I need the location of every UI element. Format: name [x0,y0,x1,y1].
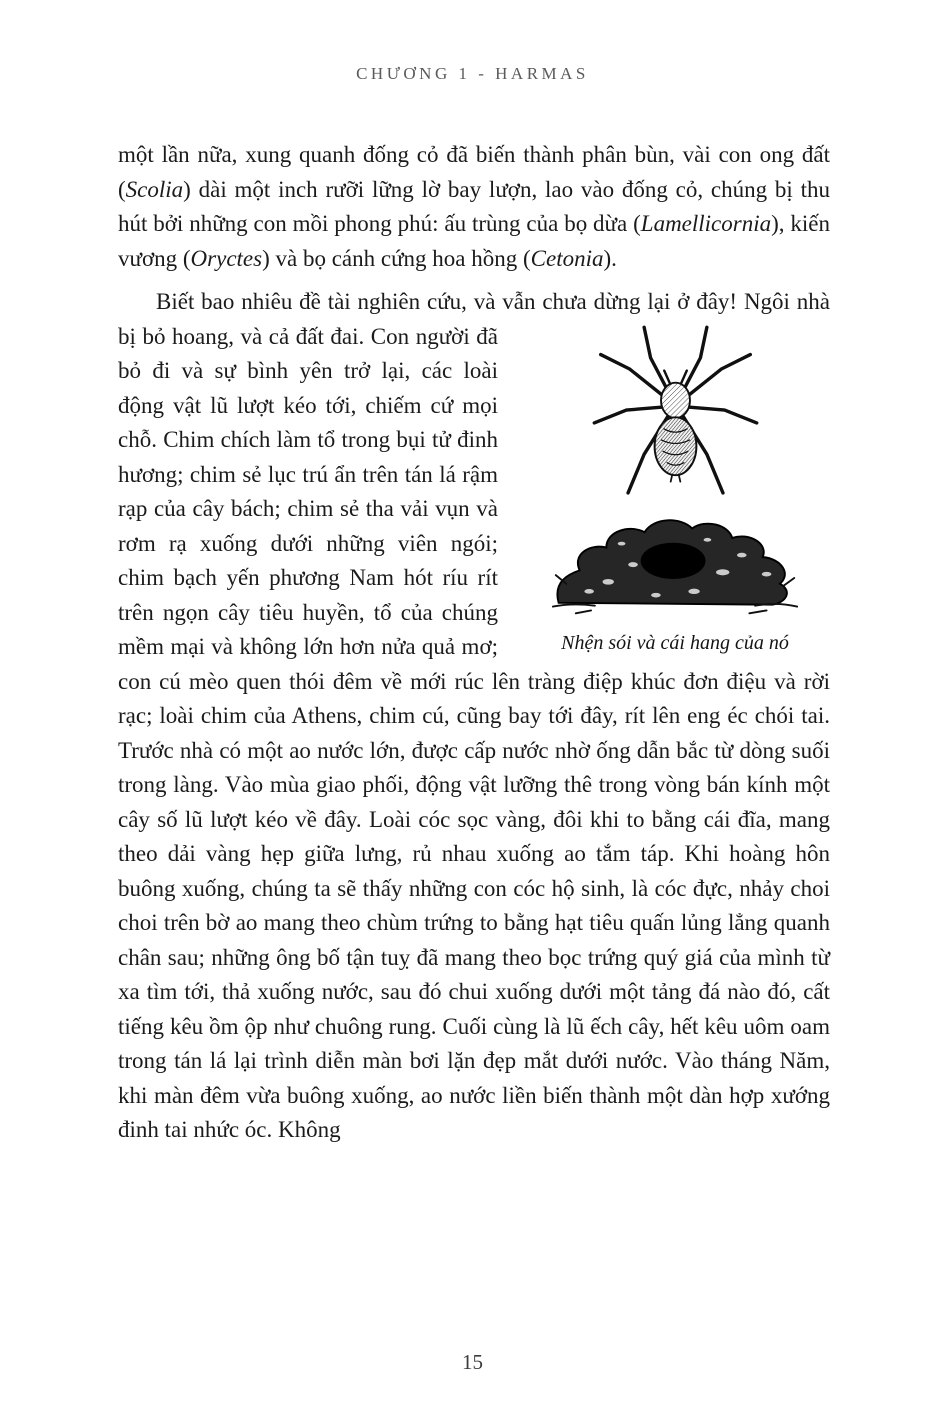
text-run: ), kiến vương ( [118,211,831,271]
figure-caption: Nhện sói và cái hang của nó [561,631,789,654]
text-run: Biết bao nhiêu đề tài nghiên cứu, và vẫn chưa dừng lại ở đây! [156,289,744,314]
text-run: ) dài một inch rưỡi lững lờ bay lượn, lao vào đống cỏ, chúng bị thu hút bởi những con mồi phong phú: ấu trùng của bọ dừa ( [118,176,830,236]
text-run: một lần nữa, xung quanh đống cỏ đã biến thành phân bùn, vài con ong đất ( [118,142,830,202]
text-run: ) và bọ cánh cứng hoa hồng ( [262,245,531,271]
species-name-italic: Lamellicornia [640,211,772,236]
page-number: 15 [462,1350,483,1374]
running-header: CHƯƠNG 1 - HARMAS [356,64,589,83]
species-name-italic: Scolia [125,176,184,202]
species-name-italic: Oryctes [190,245,263,271]
paragraph-main [118,285,830,1148]
text-run: Ngôi nhà bị bỏ hoang, và cả đất đai. Con người đã bỏ đi và sự bình yên trở lại, các loài động vật lũ lượt kéo tới, chiếm cứ mọi chỗ. Chim chích làm tổ trong bụi tử đinh hương; chim sẻ lục trú ẩn trên tán lá rậm rạp của cây bách; chim sẻ tha vải vụn và rơm rạ xuống dưới những viên ngói; chim bạch yến phương Nam hót ríu rít trên ngọn cây tiêu huyền, tổ của chúng mềm mại và không lớn hơn nửa quả mơ; con cú mèo quen thói đêm về mới rúc lên tràng điệp khúc đơn điệu và rời rạc; loài chim của Athens, chim cú, cũng bay tới đây, rít lên eng éc chói tai. Trước nhà có một ao nước lớn, được cấp nước nhờ ống dẫn bắc từ dòng suối trong làng. Vào mùa giao phối, động vật lưỡng thê trong vòng bán kính một cây số lũ lượt kéo về đây. Loài cóc sọc vàng, đôi khi to bằng cái đĩa, mang theo dải vàng hẹp giữa lưng, rủ nhau xuống ao tắm táp. Khi hoàng hôn buông xuống, chúng ta sẽ thấy những con cóc hộ sinh, là cóc đực, nhảy choi choi trên bờ ao mang theo chùm trứng to bằng hạt tiêu quấn lủng lẳng quanh chân sau; những ông bố tận tuỵ đã mang theo bọc trứng quý giá của mình từ xa tìm tới, thả xuống nước, sau đó chui xuống dưới một tảng đá nào đó, cất tiếng kêu ồm ộp như chuông rung. Cuối cùng là lũ ếch cây, hết kêu uôm oam trong tán lá lại trình diễn màn bơi lặn đẹp mắt dưới nước. Vào tháng Năm, khi màn đêm vừa buông xuống, ao nước liền biến thành một dàn hợp xướng đinh tai nhức óc. Không [118,289,830,1142]
page-body [118,138,830,1148]
species-name-italic: Cetonia [530,245,604,271]
paragraph-continuation [118,138,830,276]
burrow-mound-illustration [551,515,799,620]
spider-burrow-figure [520,324,830,656]
wolf-spider-illustration [583,324,768,509]
text-run: ). [603,245,617,271]
